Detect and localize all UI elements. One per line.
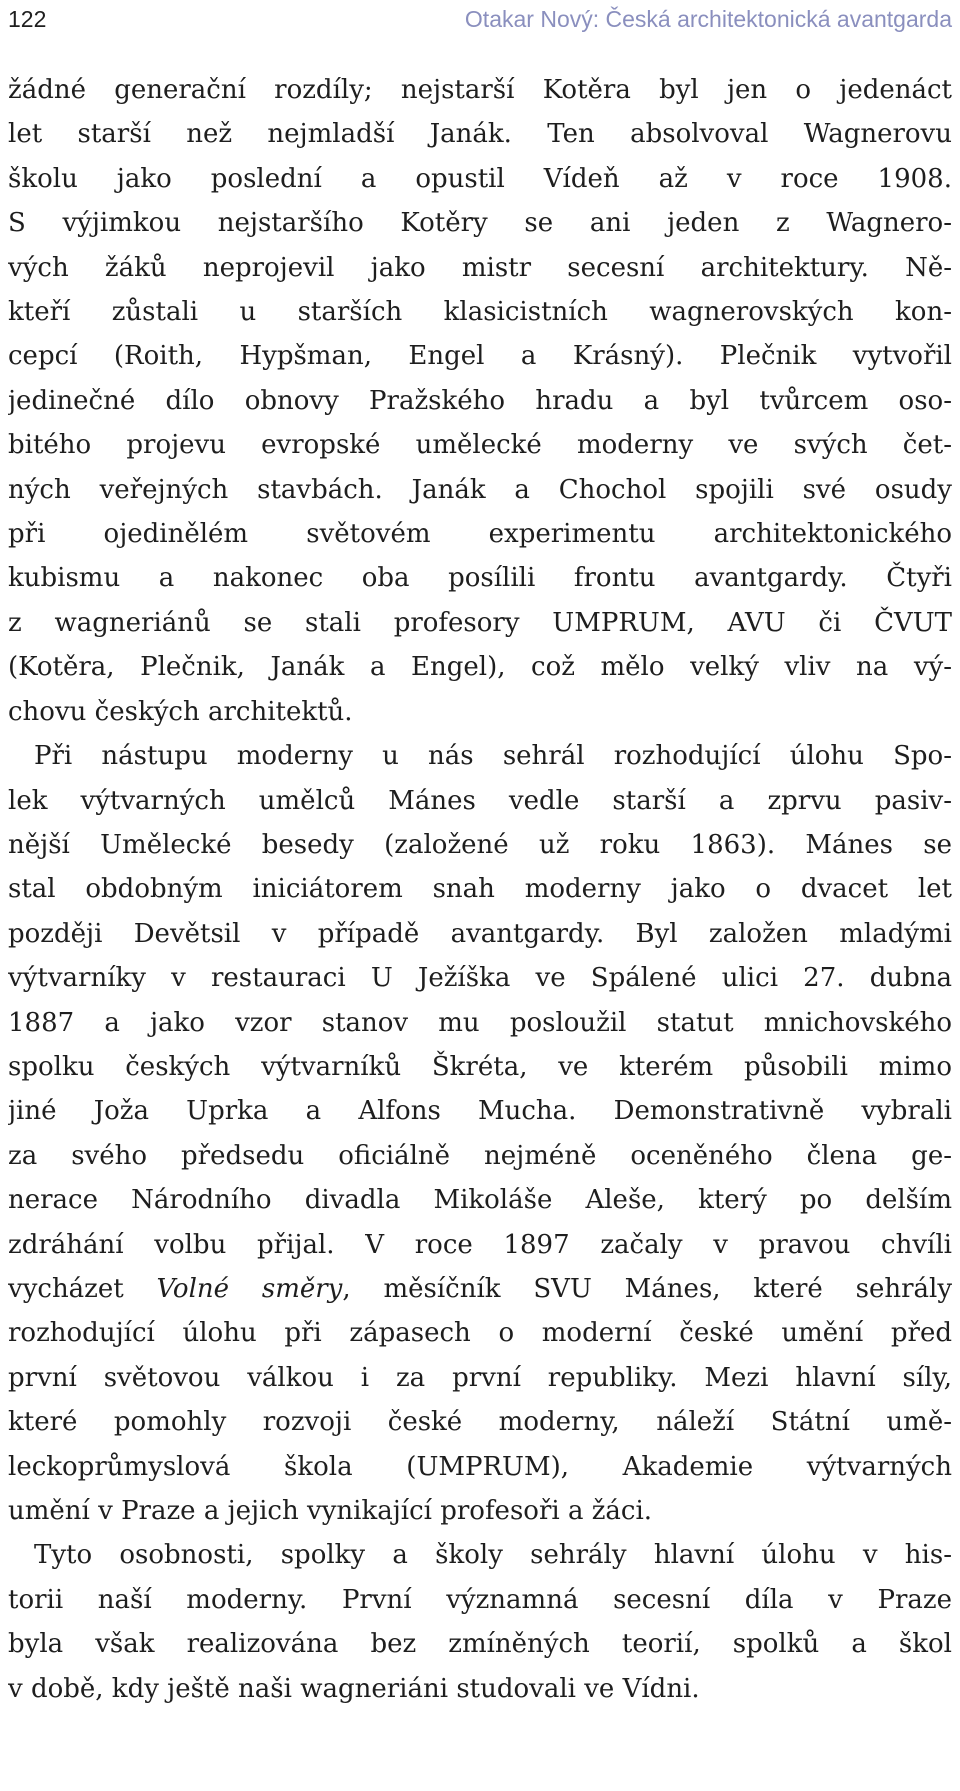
text-fragment: , měsíčník SVU Mánes, které sehrály bbox=[342, 1273, 952, 1304]
text-line: zdráhání volbu přijal. V roce 1897 začaly v pravou chvíli bbox=[8, 1229, 952, 1260]
text-line: které pomohly rozvoji české moderny, náleží Státní umě- bbox=[8, 1407, 952, 1438]
running-title: Otakar Nový: Česká architektonická avantgarda bbox=[464, 6, 952, 32]
paragraph-2 bbox=[8, 734, 952, 1533]
body-text bbox=[8, 68, 952, 1711]
text-line: (Kotěra, Plečnik, Janák a Engel), což mělo velký vliv na vý- bbox=[8, 652, 952, 683]
periodical-title: Volné směry bbox=[156, 1273, 343, 1304]
text-line: Při nástupu moderny u nás sehrál rozhodující úlohu Spo- bbox=[34, 741, 952, 772]
text-line: stal obdobným iniciátorem snah moderny jako o dvacet let bbox=[8, 874, 952, 905]
text-line: rozhodující úlohu při zápasech o moderní české umění před bbox=[8, 1318, 952, 1349]
text-line: vých žáků neprojevil jako mistr secesní architektury. Ně- bbox=[8, 252, 952, 283]
text-line: za svého předsedu oficiálně nejméně oceněného člena ge- bbox=[8, 1140, 952, 1171]
text-line: byla však realizována bez zmíněných teorií, spolků a škol bbox=[8, 1629, 952, 1660]
text-line: lek výtvarných umělců Mánes vedle starší a zprvu pasiv- bbox=[8, 785, 952, 816]
text-line: nější Umělecké besedy (založené už roku 1863). Mánes se bbox=[8, 829, 952, 860]
text-line: první světovou válkou i za první republiky. Mezi hlavní síly, bbox=[8, 1362, 952, 1393]
text-line: cepcí (Roith, Hypšman, Engel a Krásný). Plečnik vytvořil bbox=[8, 341, 952, 372]
text-line: z wagneriánů se stali profesory UMPRUM, AVU či ČVUT bbox=[8, 607, 952, 638]
paragraph-3 bbox=[8, 1533, 952, 1711]
text-line: kubismu a nakonec oba posílili frontu avantgardy. Čtyři bbox=[8, 563, 952, 594]
text-line: Tyto osobnosti, spolky a školy sehrály hlavní úlohu v his- bbox=[34, 1540, 952, 1571]
text-line: let starší než nejmladší Janák. Ten absolvoval Wagnerovu bbox=[8, 119, 952, 150]
text-line-with-italic bbox=[8, 1267, 952, 1311]
text-line: ných veřejných stavbách. Janák a Chochol spojili své osudy bbox=[8, 474, 952, 505]
text-line: torii naší moderny. První významná secesní díla v Praze bbox=[8, 1584, 952, 1615]
text-line: leckoprůmyslová škola (UMPRUM), Akademie výtvarných bbox=[8, 1451, 952, 1482]
paragraph-1 bbox=[8, 68, 952, 734]
text-line: žádné generační rozdíly; nejstarší Kotěra byl jen o jedenáct bbox=[8, 75, 952, 105]
text-line: chovu českých architektů. bbox=[8, 696, 353, 727]
text-line: v době, kdy ještě naši wagneriáni studovali ve Vídni. bbox=[8, 1673, 700, 1704]
text-line: S výjimkou nejstaršího Kotěry se ani jeden z Wagnero- bbox=[8, 208, 952, 239]
text-line: jiné Joža Uprka a Alfons Mucha. Demonstrativně vybrali bbox=[8, 1096, 952, 1127]
text-line: jedinečné dílo obnovy Pražského hradu a byl tvůrcem oso- bbox=[8, 385, 952, 416]
text-line: 1887 a jako vzor stanov mu posloužil statut mnichovského bbox=[8, 1007, 952, 1038]
text-line: umění v Praze a jejich vynikající profesoři a žáci. bbox=[8, 1496, 653, 1526]
page-number: 122 bbox=[8, 6, 47, 32]
text-line: bitého projevu evropské umělecké moderny ve svých čet- bbox=[8, 430, 952, 461]
page-header bbox=[8, 6, 952, 46]
text-line: později Devětsil v případě avantgardy. Byl založen mladými bbox=[8, 918, 952, 949]
text-fragment: vycházet bbox=[8, 1273, 157, 1304]
text-line: spolku českých výtvarníků Škréta, ve kterém působili mimo bbox=[8, 1051, 952, 1082]
text-line: nerace Národního divadla Mikoláše Aleše, který po delším bbox=[8, 1185, 952, 1216]
text-line: kteří zůstali u starších klasicistních wagnerovských kon- bbox=[8, 297, 952, 328]
text-line: při ojedinělém světovém experimentu architektonického bbox=[8, 519, 952, 550]
text-line: výtvarníky v restauraci U Ježíška ve Spálené ulici 27. dubna bbox=[8, 963, 952, 994]
text-line: školu jako poslední a opustil Vídeň až v roce 1908. bbox=[8, 163, 952, 194]
